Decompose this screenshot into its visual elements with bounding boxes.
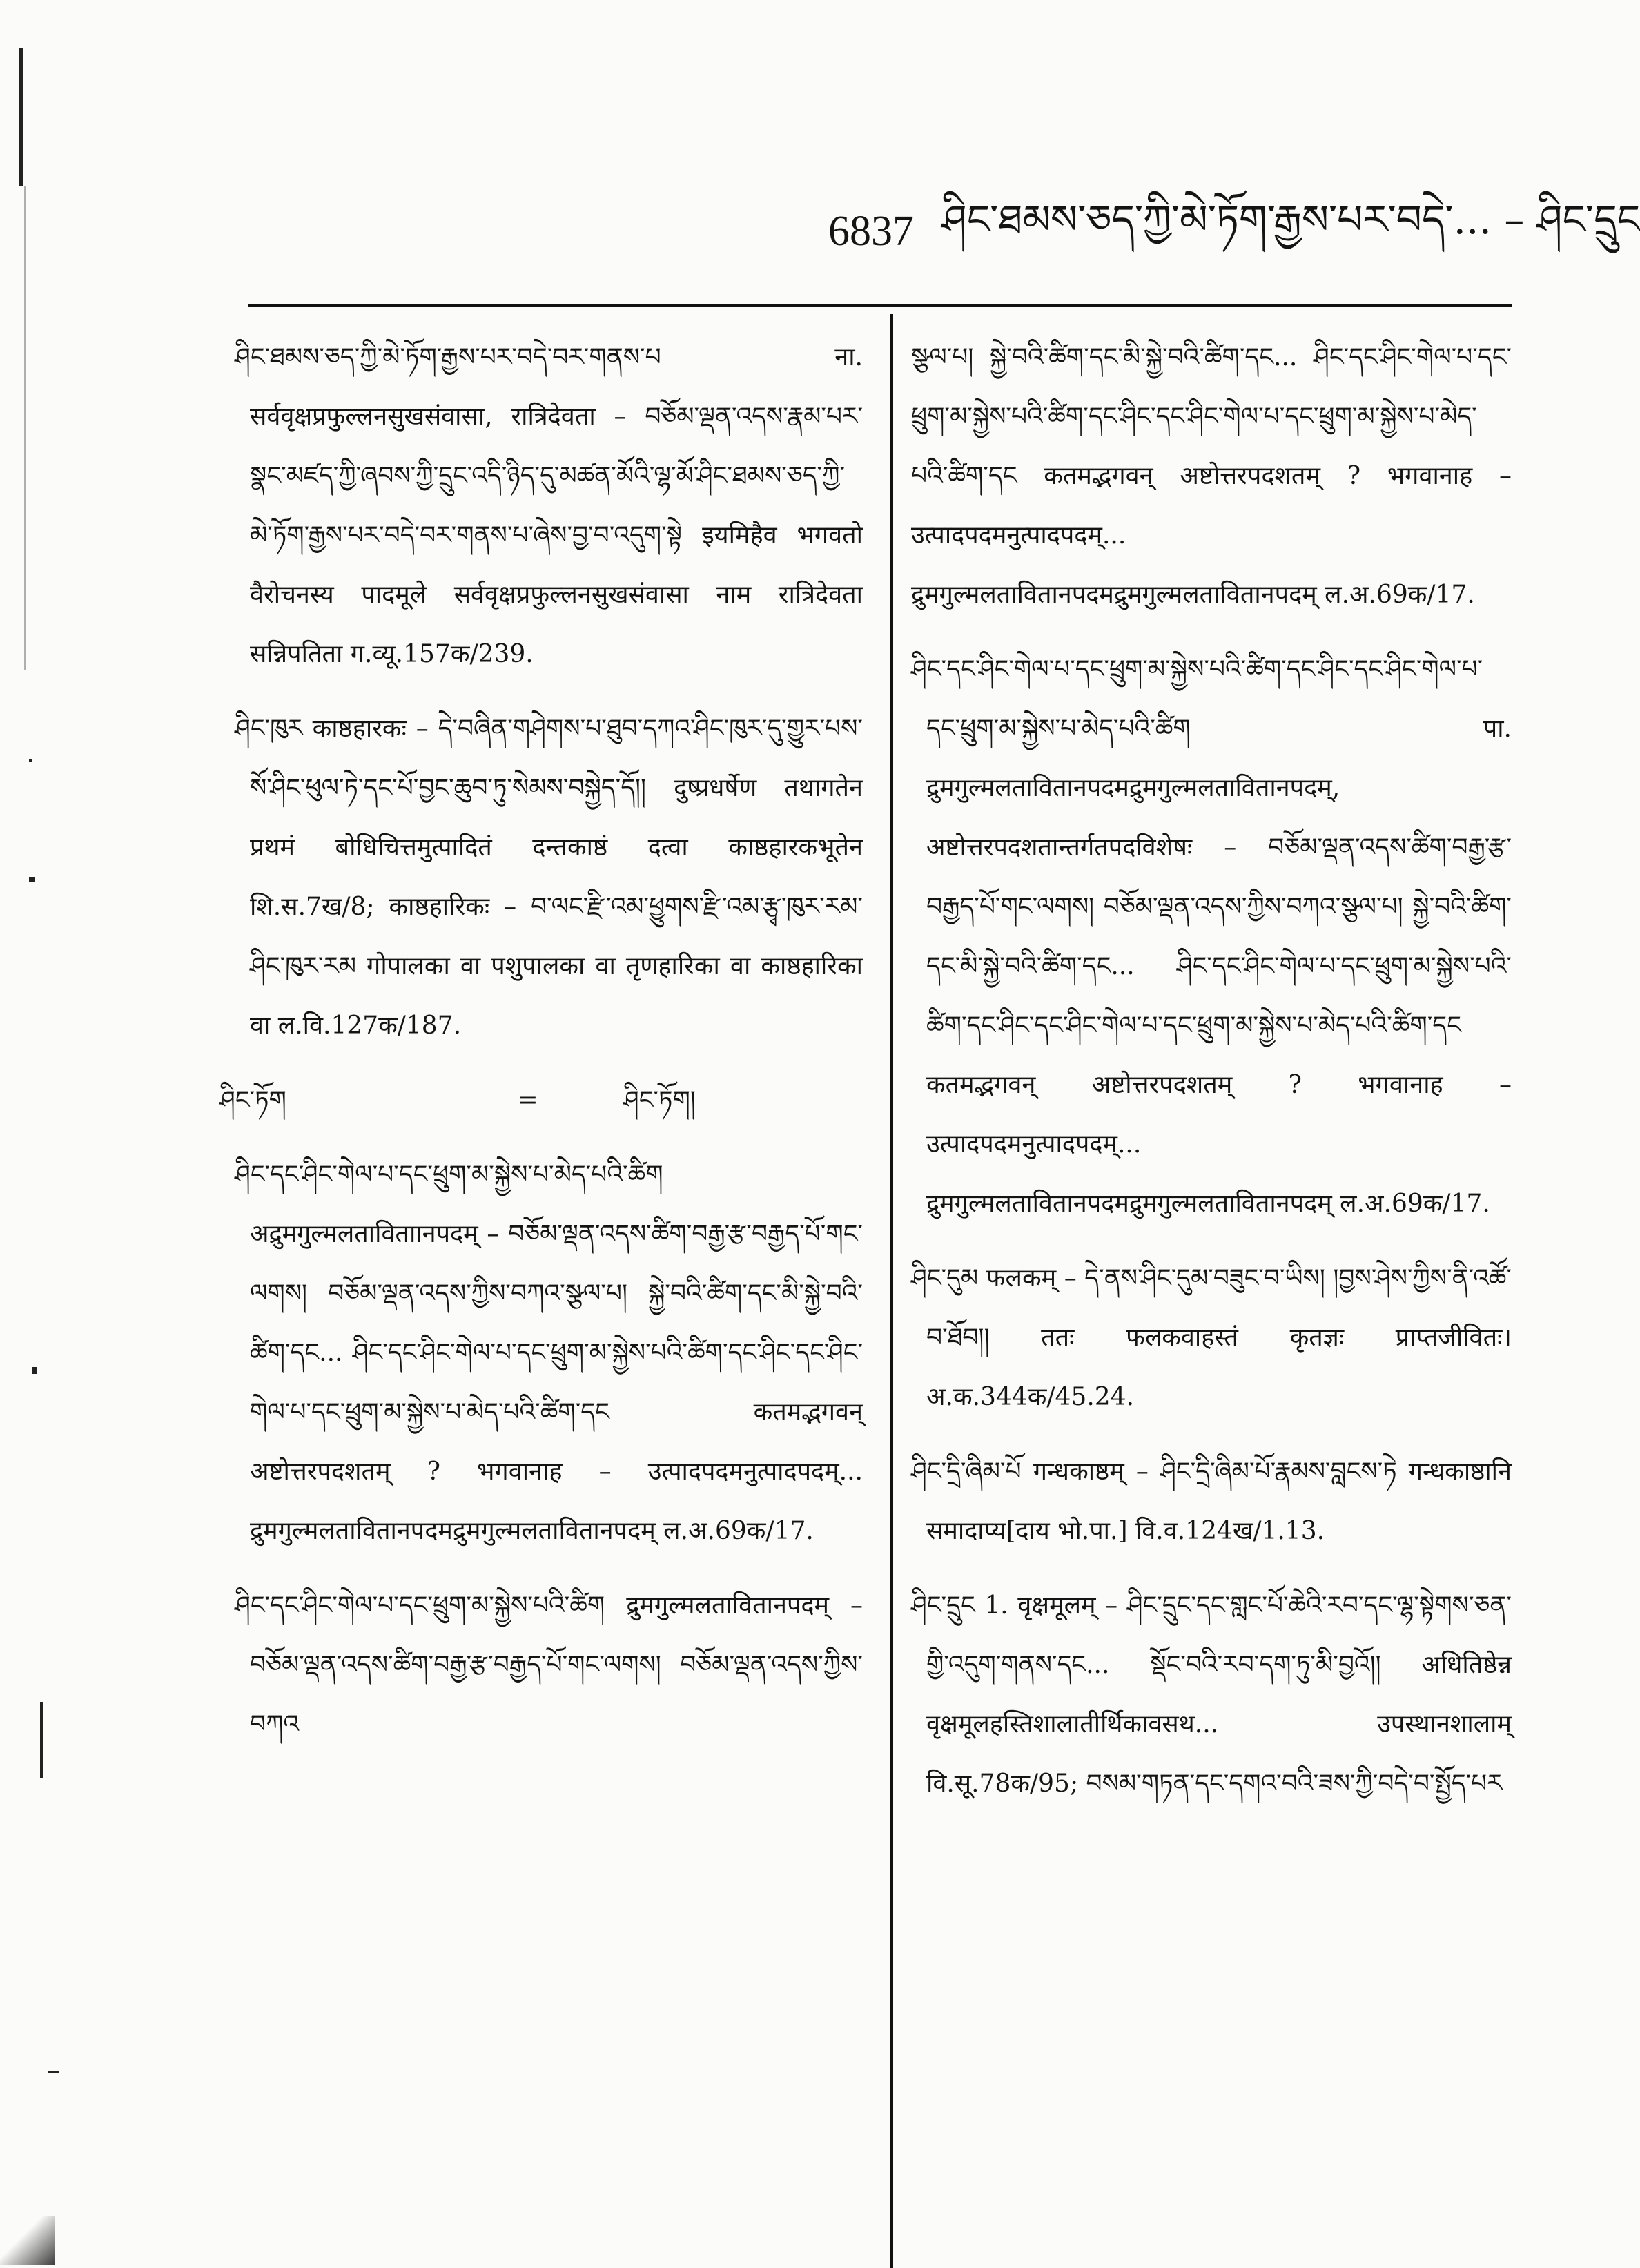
entry-text: སྩལ་པ། སྐྱེ་བའི་ཚིག་དང་མི་སྐྱེ་བའི་ཚིག་དང... ཤིང་དང་ཤིང་གེལ་པ་དང་ཕྲུག་མ་སྐྱེས་པའི་ཚིག་དང་ཤིང་དང་ཤིང་གེལ་པ་དང་ཕྲུག་མ་སྐྱེས་པ་མེད་པའི་ཚིག་དང कतमद्भगवन् अष्टोत्तरपदशतम् ? भगवानाह – उत्पादपदमनुत्पादपदम्... द्रुमगुल्मलतावितानपदमद्रुमगुल्मलतावितानपदम् ल.अ.69क/17. xyxy=(911,343,1512,609)
entry-headword: ཤིང་དྲི་ཞིམ་པོ xyxy=(911,1457,1022,1486)
entry-headword: ཤིང་དང་ཤིང་གེལ་པ་དང་ཕྲུག་མ་སྐྱེས་པའི་ཚིག xyxy=(235,1591,605,1620)
entry-headword: ཤིང་ཏོག xyxy=(219,1086,286,1114)
dictionary-entry xyxy=(911,1249,1512,1427)
page-header xyxy=(828,195,1640,262)
header-rule xyxy=(248,304,1512,307)
entry-text: अद्रुमगुल्मलताविताानपदम् – བཅོམ་ལྡན་འདས་ཚིག་བརྒྱ་རྩ་བརྒྱད་པོ་གང་ལགས། བཅོམ་ལྡན་འདས་ཀྱིས་བཀའ་སྩལ་པ། སྐྱེ་བའི་ཚིག་དང་མི་སྐྱེ་བའི་ཚིག་དང... ཤིང་དང་ཤིང་གེལ་པ་དང་ཕྲུག་མ་སྐྱེས་པའི་ཚིག་དང་ཤིང་དང་ཤིང་གེལ་པ་དང་ཕྲུག་མ་སྐྱེས་པ་མེད་པའི་ཚིག་དང कतमद्भगवन् अष्टोत्तरपदशतम् ? भगवानाह – उत्पादपदमनुत्पादपदम्... द्रुमगुल्मलतावितानपदमद्रुमगुल्मलतावितानपदम् ल.अ.69क/17. xyxy=(250,1220,863,1545)
entry-headword: ཤིང་དང་ཤིང་གེལ་པ་དང་ཕྲུག་མ་སྐྱེས་པ་མེད་པའི་ཚིག xyxy=(235,1161,663,1189)
entry-headword: ཤིང་དྲུང xyxy=(911,1591,975,1620)
entry-headword: ཤིང་དང་ཤིང་གེལ་པ་དང་ཕྲུག་མ་སྐྱེས་པའི་ཚིག་དང་ཤིང་དང་ཤིང་གེལ་པ་དང་ཕྲུག་མ་སྐྱེས་པ་མེད་པའི་ཚིག xyxy=(911,655,1483,743)
dictionary-entry xyxy=(235,1145,863,1561)
dictionary-entry xyxy=(911,1442,1512,1561)
cross-reference-entry xyxy=(219,1071,863,1130)
dictionary-entry xyxy=(235,1576,863,1754)
running-title: ཤིང་ཐམས་ཅད་ཀྱི་མེ་ཏོག་རྒྱས་པར་བདེ་... – ཤིང་དྲུང xyxy=(941,195,1640,243)
continued-entry xyxy=(911,328,1512,625)
right-column xyxy=(911,328,1512,2261)
entry-text: पा. द्रुमगुल्मलतावितानपदमद्रुमगुल्मलतावितानपदम्, अष्टोत्तरपदशतान्तर्गतपदविशेषः – བཅོམ་ལྡན་འདས་ཚིག་བརྒྱ་རྩ་བརྒྱད་པོ་གང་ལགས། བཅོམ་ལྡན་འདས་ཀྱིས་བཀའ་སྩལ་པ། སྐྱེ་བའི་ཚིག་དང་མི་སྐྱེ་བའི་ཚིག་དང... ཤིང་དང་ཤིང་གེལ་པ་དང་ཕྲུག་མ་སྐྱེས་པའི་ཚིག་དང་ཤིང་དང་ཤིང་གེལ་པ་དང་ཕྲུག་མ་སྐྱེས་པ་མེད་པའི་ཚིག་དང कतमद्भगवन् अष्टोत्तरपदशतम् ? भगवानाह – उत्पादपदमनुत्पादपदम्... द्रुमगुल्मलतावितानपदमद्रुमगुल्मलतावितानपदम् ल.अ.69क/17. xyxy=(926,715,1512,1218)
dictionary-entry xyxy=(911,640,1512,1234)
equals-sign: = xyxy=(517,1086,538,1114)
entry-headword: ཤིང་ཁུར xyxy=(235,715,303,743)
entry-text: गन्धकाष्ठम् – ཤིང་དྲི་ཞིམ་པོ་རྣམས་བླངས་ཏེ गन्धकाष्ठानि समादाप्य[दाय भो.पा.] वि.व.124ख/1.13. xyxy=(926,1457,1512,1545)
page-number: 6837 xyxy=(828,207,914,255)
entry-text: 1. वृक्षमूलम् – ཤིང་དྲུང་དང་གླང་པོ་ཆེའི་རབ་དང་ལྷ་སྟེགས་ཅན་གྱི་འདུག་གནས་དང... སྡོང་བའི་རབ་དག་ཏུ་མི་བྱའོ།། अधितिष्ठेन्न वृक्षमूलहस्तिशालातीर्थिकावसथ... उपस्थानशालाम् वि.सू.78क/95; བསམ་གཏན་དང་དགའ་བའི་ཟས་ཀྱི་བདེ་བ་སྤྱོད་པར xyxy=(926,1591,1512,1798)
page-corner-shadow xyxy=(0,2216,55,2265)
entry-text: ना. सर्ववृक्षप्रफुल्लनसुखसंवासा, रात्रिदेवता – བཅོམ་ལྡན་འདས་རྣམ་པར་སྣང་མཛད་ཀྱི་ཞབས་ཀྱི་དྲུང་འདི་ཉིད་དུ་མཚན་མོའི་ལྷ་མོ་ཤིང་ཐམས་ཅད་ཀྱི་མེ་ཏོག་རྒྱས་པར་བདེ་བར་གནས་པ་ཞེས་བྱ་བ་འདུག་སྟེ इयमिहैव भगवतो वैरोचनस्य पादमूले सर्ववृक्षप्रफुल्लनसुखसंवासा नाम रात्रिदेवता सन्निपतिता ग.व्यू.157क/239. xyxy=(250,343,863,668)
dictionary-entry xyxy=(911,1576,1512,1814)
column-divider xyxy=(890,314,893,2268)
cross-reference-target: ཤིང་ཏོག། xyxy=(623,1086,696,1114)
entry-text: काष्ठहारकः – དེ་བཞིན་གཤེགས་པ་ཐུབ་དཀའ་ཤིང་ཁུར་དུ་གྱུར་པས་སོ་ཤིང་ཕུལ་ཏེ་དང་པོ་བྱང་ཆུབ་ཏུ་སེམས་བསྐྱེད་དོ།། दुष्प्रधर्षेण तथागतेन प्रथमं बोधिचित्तमुत्पादितं दन्तकाष्ठं दत्वा काष्ठहारकभूतेन शि.स.7ख/8; काष्ठहारिकः – བ་ལང་རྫི་འམ་ཕྱུགས་རྫི་འམ་རྩྭ་ཁུར་རམ་ཤིང་ཁུར་རམ गोपालका वा पशुपालका वा तृणहारिका वा काष्ठहारिका वा ल.वि.127क/187. xyxy=(250,715,863,1040)
left-column xyxy=(219,328,863,2261)
entry-headword: ཤིང་ཐམས་ཅད་ཀྱི་མེ་ཏོག་རྒྱས་པར་བདེ་བར་གནས་པ xyxy=(235,343,661,371)
dictionary-entry xyxy=(235,328,863,684)
entry-headword: ཤིང་དུམ xyxy=(911,1264,979,1292)
entry-text: द्रुमगुल्मलतावितानपदम् – བཅོམ་ལྡན་འདས་ཚིག་བརྒྱ་རྩ་བརྒྱད་པོ་གང་ལགས། བཅོམ་ལྡན་འདས་ཀྱིས་བཀའ xyxy=(250,1591,863,1738)
dictionary-entry xyxy=(235,699,863,1056)
entry-text: फलकम् – དེ་ནས་ཤིང་དུམ་བཟུང་བ་ཡིས། །བྱས་ཤེས་ཀྱིས་ནི་འཚོ་བ་ཐོབ།། ततः फलकवाहस्तं कृतज्ञः प्राप्तजीवितः। अ.क.344क/45.24. xyxy=(926,1264,1512,1411)
